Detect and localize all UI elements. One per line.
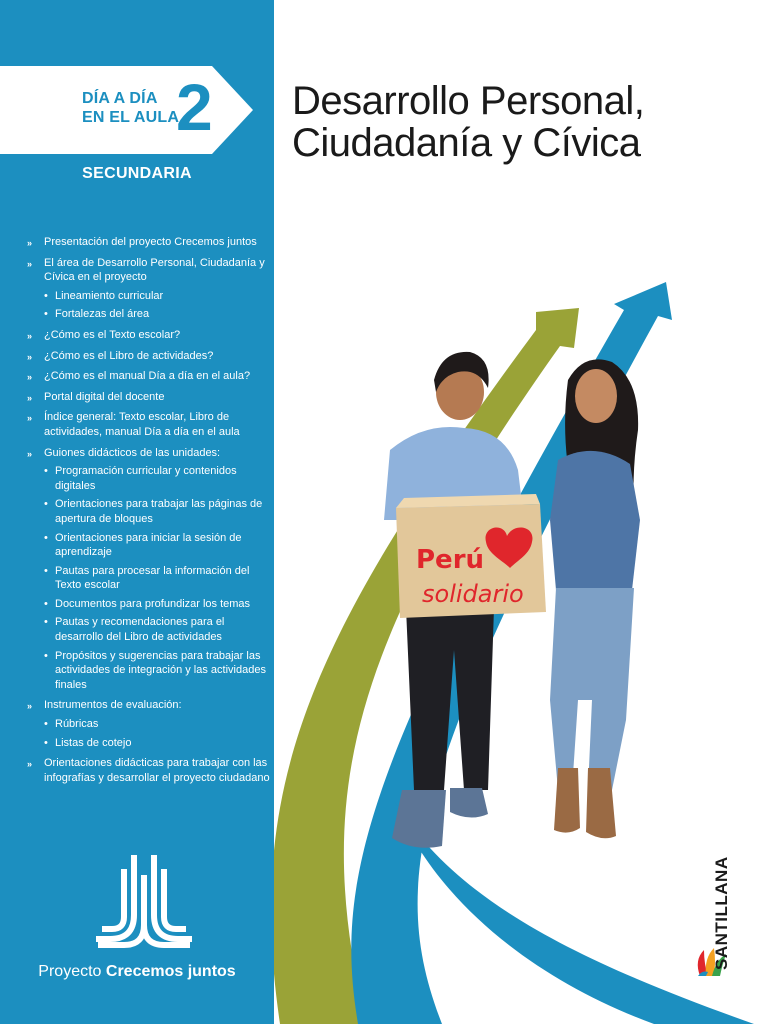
title-line-2: Ciudadanía y Cívica: [292, 121, 641, 165]
toc-subitem: [44, 649, 271, 693]
toc-item: [27, 698, 271, 750]
chevron-icon: »: [27, 448, 33, 459]
chevron-icon: »: [27, 759, 33, 770]
toc-item-text: ¿Cómo es el Libro de actividades?: [44, 349, 214, 362]
chevron-icon: »: [27, 258, 33, 269]
title-line-1: Desarrollo Personal,: [292, 79, 645, 123]
toc-item-text: Presentación del proyecto Crecemos juntos: [44, 236, 257, 248]
bullet-icon: •: [44, 649, 48, 662]
chevron-icon: »: [27, 413, 33, 424]
toc-item: [27, 756, 271, 785]
toc-subitem: [44, 497, 271, 526]
bullet-icon: •: [44, 289, 48, 302]
toc-subitem-text: Propósitos y sugerencias para trabajar las actividades de integración y las actividades finales: [55, 649, 266, 691]
badge-number: 2: [176, 70, 213, 144]
school-level: SECUNDARIA: [82, 165, 192, 182]
badge-line-1: DÍA A DÍA: [82, 90, 158, 107]
toc-subitem: [44, 531, 271, 560]
toc-subitem-text: Lineamiento curricular: [55, 289, 164, 302]
toc-item: [27, 235, 271, 250]
toc-item: [27, 369, 271, 384]
bullet-icon: •: [44, 616, 48, 629]
bullet-icon: •: [44, 531, 48, 544]
toc-subitem-text: Orientaciones para trabajar las páginas de apertura de bloques: [55, 498, 263, 525]
bullet-icon: •: [44, 498, 48, 511]
project-title: Crecemos juntos: [105, 963, 236, 980]
toc-subitem-text: Pautas para procesar la información del Texto escolar: [55, 564, 250, 592]
box-label-2: solidario: [422, 580, 524, 608]
publisher-name: SANTILLANA: [712, 856, 731, 970]
toc-item: [27, 349, 271, 364]
badge-label: [82, 89, 179, 127]
toc-item: [27, 410, 271, 439]
toc-item: [27, 446, 271, 693]
toc-subitem: [44, 564, 271, 593]
toc-item-text: Instrumentos de evaluación:: [44, 699, 182, 712]
toc-item-text: Guiones didácticos de las unidades:: [44, 446, 221, 459]
toc-subitem: [44, 597, 271, 612]
toc-subitem: [44, 736, 271, 751]
crecemos-juntos-logo-icon: [96, 855, 192, 953]
toc-subitem-text: Documentos para profundizar los temas: [55, 597, 251, 610]
toc-subitem-text: Orientaciones para iniciar la sesión de aprendizaje: [55, 531, 242, 559]
toc-subitem-text: Pautas y recomendaciones para el desarrollo del Libro de actividades: [55, 616, 225, 644]
toc-sublist: [44, 289, 271, 322]
toc-item: [27, 328, 271, 343]
toc-item: [27, 256, 271, 322]
toc-item: [27, 390, 271, 405]
edition-badge: [0, 66, 253, 154]
toc-sublist: [44, 464, 271, 692]
toc-subitem: [44, 289, 271, 304]
toc-item-text: Portal digital del docente: [44, 390, 165, 403]
publisher-wordmark: [709, 846, 733, 976]
contents-list: [27, 235, 271, 791]
toc-item-text: ¿Cómo es el Texto escolar?: [44, 328, 181, 341]
project-prefix: Proyecto: [38, 963, 102, 980]
toc-sublist: [44, 717, 271, 750]
toc-subitem-text: Programación curricular y contenidos digitales: [55, 465, 237, 492]
toc-subitem-text: Rúbricas: [55, 718, 99, 731]
toc-subitem-text: Listas de cotejo: [55, 736, 132, 749]
bullet-icon: •: [44, 736, 48, 749]
bullet-icon: •: [44, 564, 48, 577]
chevron-icon: »: [27, 372, 33, 383]
chevron-icon: »: [27, 392, 33, 403]
toc-item-text: El área de Desarrollo Personal, Ciudadanía y Cívica en el proyecto: [44, 256, 265, 284]
toc-item-text: ¿Cómo es el manual Día a día en el aula?: [44, 370, 251, 383]
donation-box: [396, 494, 546, 618]
box-label-1: Perú: [416, 545, 485, 575]
chevron-icon: »: [27, 238, 33, 248]
chevron-icon: »: [27, 351, 33, 362]
toc-item-text: Orientaciones didácticas para trabajar con las infografías y desarrollar el proyecto ciudadano: [44, 757, 270, 784]
bullet-icon: •: [44, 597, 48, 610]
chevron-icon: »: [27, 330, 33, 341]
badge-line-2: EN EL AULA: [82, 109, 180, 126]
bullet-icon: •: [44, 465, 48, 478]
bullet-icon: •: [44, 308, 48, 321]
toc-subitem: [44, 615, 271, 644]
toc-subitem: [44, 464, 271, 493]
chevron-icon: »: [27, 701, 33, 712]
project-name: [0, 963, 274, 981]
sidebar-panel: [0, 0, 274, 1024]
toc-item-text: Índice general: Texto escolar, Libro de actividades, manual Día a día en el aula: [44, 411, 240, 438]
toc-subitem-text: Fortalezas del área: [55, 308, 150, 321]
bullet-icon: •: [44, 718, 48, 731]
toc-subitem: [44, 717, 271, 732]
toc-subitem: [44, 307, 271, 322]
